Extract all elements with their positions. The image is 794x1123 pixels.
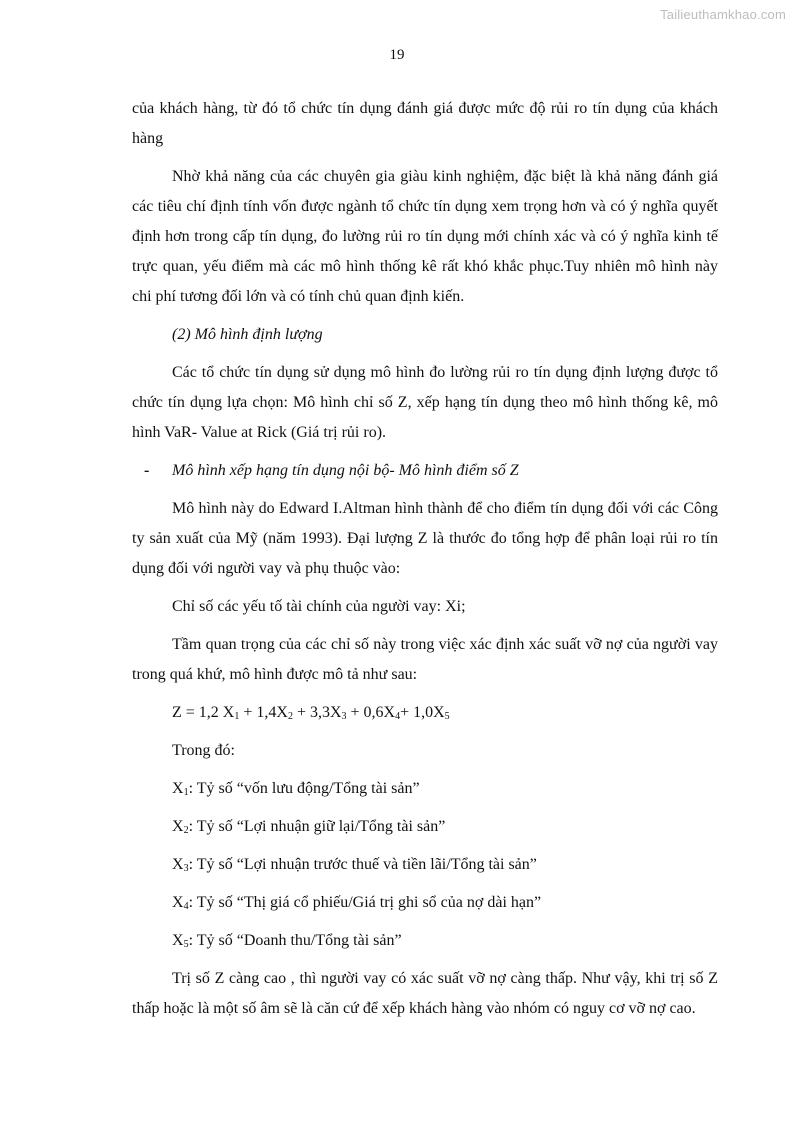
paragraph-continuation: của khách hàng, từ đó tổ chức tín dụng đánh giá được mức độ rủi ro tín dụng của khách hàng <box>132 100 718 147</box>
definition-x5: $X_5$: Tỷ số “Doanh thu/Tổng tài sản” <box>172 932 402 950</box>
definition-x1: $X_1$: Tỷ số “vốn lưu động/Tổng tài sản” <box>172 780 420 798</box>
bullet-dash: - <box>144 462 150 479</box>
paragraph-expert-ability: Nhờ khả năng của các chuyên gia giàu kinh nghiệm, đặc biệt là khả năng đánh giá các tiêu chí định tính vốn được ngành tổ chức tín dụng xem trọng hơn và có ý nghĩa quyết định hơn trong cấp tín dụng, đo lường rủi ro tín dụng mới chính xác và có ý nghĩa kinh tế trực quan, yếu điểm mà các mô hình thống kê rất khó khắc phục.Tuy nhiên mô hình này chi phí tương đối lớn và có tính chủ quan định kiến. <box>132 168 718 305</box>
document-body <box>132 94 718 1024</box>
bullet-heading-text: Mô hình xếp hạng tín dụng nội bộ- Mô hình điểm số Z <box>172 462 519 479</box>
paragraph-quantitative-intro: Các tổ chức tín dụng sử dụng mô hình đo lường rủi ro tín dụng định lượng được tổ chức tín dụng lựa chọn: Mô hình chỉ số Z, xếp hạng tín dụng theo mô hình thống kê, mô hình VaR- Value at Rick (Giá trị rủi ro). <box>132 364 718 441</box>
definition-x3: $X_3$: Tỷ số “Lợi nhuận trước thuế và tiền lãi/Tổng tài sản” <box>172 856 537 874</box>
bullet-heading-z-score <box>132 456 718 486</box>
watermark: Tailieuthamkhao.com <box>660 7 786 22</box>
definition-x2: $X_2$: Tỷ số “Lợi nhuận giữ lại/Tổng tài sản” <box>172 818 446 836</box>
page-number: 19 <box>389 47 405 63</box>
where-label: Trong đó: <box>172 742 235 759</box>
z-formula: Z = 1,2 $X_1 + 1,4X_2 + 3,3X_3 + 0,6X_4+ 1,0X_5$ <box>172 704 450 722</box>
definition-x4: $X_4$: Tỷ số “Thị giá cổ phiếu/Giá trị ghi sổ của nợ dài hạn” <box>172 894 542 912</box>
paragraph-importance: Tầm quan trọng của các chỉ số này trong việc xác định xác suất vỡ nợ của người vay trong quá khứ, mô hình được mô tả như sau: <box>132 636 718 683</box>
paragraph-altman: Mô hình này do Edward I.Altman hình thành để cho điểm tín dụng đối với các Công ty sản xuất của Mỹ (năm 1993). Đại lượng Z là thước đo tổng hợp để phân loại rủi ro tín dụng đối với người vay và phụ thuộc vào: <box>132 500 718 577</box>
heading-quantitative-model: (2) Mô hình định lượng <box>172 326 323 343</box>
paragraph-financial-ratios: Chỉ số các yếu tố tài chính của người vay: Xi; <box>172 598 466 615</box>
paragraph-z-interpretation: Trị số Z càng cao , thì người vay có xác suất vỡ nợ càng thấp. Như vậy, khi trị số Z thấp hoặc là một số âm sẽ là căn cứ để xếp khách hàng vào nhóm có nguy cơ vỡ nợ cao. <box>132 970 718 1017</box>
